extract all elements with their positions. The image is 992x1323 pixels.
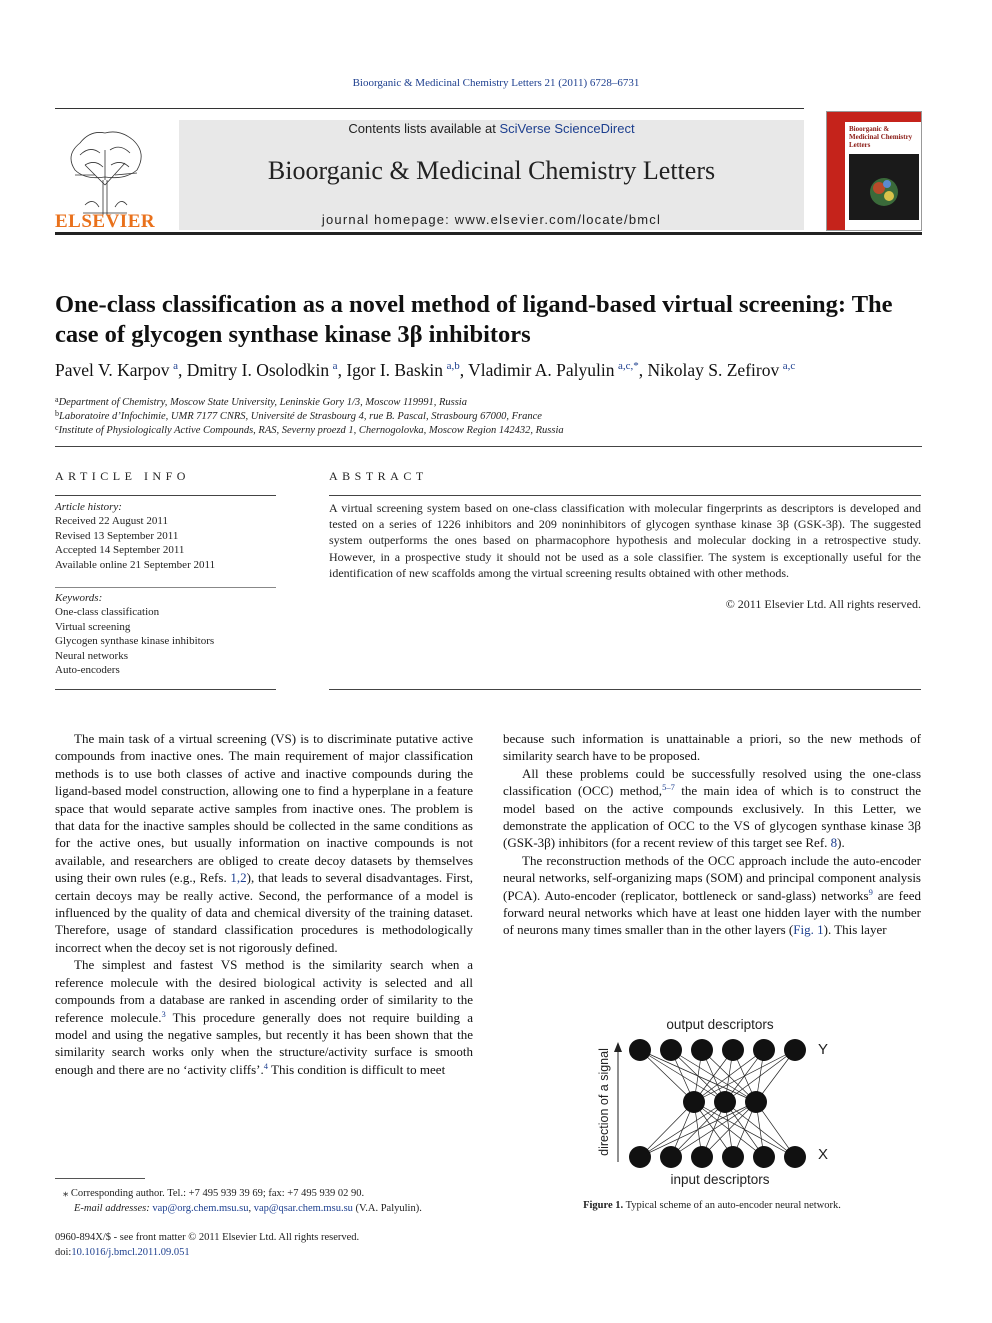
title-line-2: case of glycogen synthase kinase 3β inhibitors (55, 321, 531, 348)
abstract-copyright: © 2011 Elsevier Ltd. All rights reserved. (725, 597, 921, 611)
input-neuron (691, 1146, 713, 1168)
autoencoder-figure (590, 1012, 850, 1192)
journal-cover-image (826, 111, 922, 231)
output-neuron (660, 1039, 682, 1061)
author-name: Nikolay S. Zefirov (647, 360, 780, 380)
ref-link[interactable]: 1,2 (230, 870, 247, 886)
abstract-bottom-rule (329, 689, 921, 690)
email-link[interactable]: vap@qsar.chem.msu.su (253, 1203, 353, 1214)
author-affiliation-mark[interactable]: a (332, 360, 338, 372)
paragraph-text: ). (837, 835, 845, 851)
elsevier-wordmark: ELSEVIER (55, 211, 156, 232)
doi-link[interactable]: 10.1016/j.bmcl.2011.09.051 (71, 1246, 190, 1258)
paragraph-text: because such information is unattainable a priori, so the new methods of similarity search have to be proposed. (503, 731, 921, 764)
signal-direction-arrowhead (614, 1042, 622, 1052)
history-received: Received 22 August 2011 (55, 515, 168, 528)
input-x-label: X (818, 1146, 829, 1163)
abstract-text: A virtual screening system based on one-class classification with molecular fingerprints as descriptors is developed and tested on a series of 1226 inhibitors and 209 noninhibitors of glycogen synthase kinase 3β (GSK-3β). The suggested system outperforms the ones based on pharmacophore hypothesis and molecular docking in a retrospective study. However, in a prospective study it should not be used as a sole classifier. The system is exceptionally useful for the identification of new scaffolds among the virtual screening results obtained with other methods. (329, 501, 921, 580)
author-name: Vladimir A. Palyulin (468, 360, 615, 380)
ref-link[interactable]: 4 (263, 1060, 269, 1071)
network-connection (640, 1050, 725, 1102)
body-right-column (503, 730, 921, 939)
body-paragraph (503, 730, 921, 765)
input-neuron (629, 1146, 651, 1168)
input-neuron (784, 1146, 806, 1168)
input-descriptors-label: input descriptors (670, 1172, 770, 1187)
paragraph-text: ), that leads to several disadvantages. First, certain decoys may be really active. Second, the performance of a model is influenced by the quality of data and chemical diversity of the training dataset. Therefore, usage of standard classification procedures is methodologically incorrect when the decoy set is not rigorously defined. (55, 870, 473, 955)
history-revised: Revised 13 September 2011 (55, 529, 179, 542)
network-connection (640, 1102, 725, 1157)
input-neuron (722, 1146, 744, 1168)
paragraph-text: The main task of a virtual screening (VS) is to discriminate putative active compounds from inactive ones. The main requirement of major classification methods is to use both classes of active and inactive compounds during the ligand-based model construction, allowing one to find a hyperplane in a feature space that would separate active samples from inactive ones. The problem is that data for the inactive samples should be collected in the same conditions as for the active ones, but usually information on inactive compounds is not available, and researchers are obliged to create decoy datasets by themselves using their own rules (e.g., Refs. (55, 731, 473, 886)
journal-citation[interactable]: Bioorganic & Medicinal Chemistry Letters 21 (2011) 6728–6731 (352, 77, 640, 89)
output-y-label: Y (818, 1041, 829, 1058)
article-info-bottom-rule (55, 689, 276, 690)
keyword-item: Glycogen synthase kinase inhibitors (55, 635, 215, 648)
keyword-item: Neural networks (55, 649, 129, 662)
cover-molecule-graphic (849, 154, 919, 220)
affiliation-mark: b (55, 409, 59, 418)
output-neuron (722, 1039, 744, 1061)
author-affiliation-mark[interactable]: a,b (446, 360, 460, 372)
affiliation-mark: c (55, 423, 59, 432)
author-list: Pavel V. Karpov $^a$, Dmitry I. Osolodkin $^a$, Igor I. Baskin $^{a,b}$, Vladimir A. Palyulin $^{a,c,*}$, Nikolay S. Zefirov $^{a,c}$ (55, 360, 796, 380)
history-accepted: Accepted 14 September 2011 (55, 544, 185, 557)
keyword-item: Virtual screening (55, 620, 131, 633)
cover-side-band (827, 122, 845, 230)
paragraph-text: are feed forward neural networks which have at least one hidden layer with the number of neurons many times smaller than in the other layers ( (503, 887, 921, 938)
abstract-heading: ABSTRACT (329, 469, 428, 483)
body-left-column (55, 730, 473, 1078)
author-affiliation-mark[interactable]: a,c,* (617, 360, 639, 372)
output-neuron (784, 1039, 806, 1061)
article-title (55, 290, 925, 350)
output-neuron (691, 1039, 713, 1061)
footnotes (55, 1186, 475, 1216)
hidden-neuron (745, 1091, 767, 1113)
ref-link[interactable]: 9 (868, 886, 873, 897)
cover-title: Bioorganic & Medicinal Chemistry Letters (849, 125, 913, 149)
cover-top-band (827, 112, 921, 122)
ref-link[interactable]: 8 (830, 835, 838, 851)
email-link[interactable]: vap@org.chem.msu.su (152, 1203, 249, 1214)
figure-caption (503, 1200, 921, 1211)
article-info-heading: ARTICLE INFO (55, 469, 190, 483)
paragraph-text: This condition is difficult to meet (268, 1061, 446, 1077)
affiliation-a (55, 395, 925, 408)
sciencedirect-link[interactable]: SciVerse ScienceDirect (499, 121, 635, 136)
output-neuron (629, 1039, 651, 1061)
article-history (55, 500, 276, 572)
header-divider (55, 108, 804, 109)
author-affiliation-mark[interactable]: a,c (782, 360, 796, 372)
contents-prefix: Contents lists available at (348, 121, 500, 136)
abstract-rule (329, 495, 921, 496)
affiliation-b (55, 409, 925, 422)
input-neuron (660, 1146, 682, 1168)
output-descriptors-label: output descriptors (666, 1017, 774, 1032)
author-affiliation-mark[interactable]: a (173, 360, 178, 372)
affiliation-c (55, 423, 925, 436)
paragraph-text: The simplest and fastest VS method is the similarity search when a reference molecule with the desired biological activity is selected and all compounds from a database are ranked in ascending order of similarity to the reference molecule. (55, 957, 473, 1025)
email-separator: , (248, 1203, 254, 1214)
input-neuron (753, 1146, 775, 1168)
body-paragraph (55, 730, 473, 956)
paragraph-text: the main idea of which is to construct the model based on the active compounds exclusively. In this Letter, we demonstrate the application of OCC to the VS of glycogen synthase kinase 3β (GSK-3β) inhibitors (for a recent review of this target see Ref. (503, 783, 922, 851)
body-paragraph (503, 852, 921, 939)
header-bottom-rule (55, 232, 922, 235)
history-label: Article history: (55, 501, 122, 513)
footer-info (55, 1231, 475, 1260)
keywords-block (55, 591, 276, 677)
author-name: Pavel V. Karpov (55, 360, 170, 380)
hidden-neuron (683, 1091, 705, 1113)
paragraph-text: ). This layer (823, 922, 887, 938)
affiliations-rule (55, 446, 922, 447)
figure-link[interactable]: Fig. 1 (793, 922, 824, 938)
title-line-1: One-class classification as a novel method of ligand-based virtual screening: The (55, 291, 893, 318)
author-name: Dmitry I. Osolodkin (186, 360, 330, 380)
journal-homepage[interactable]: journal homepage: www.elsevier.com/locate/bmcl (321, 212, 662, 227)
affiliation-text: Institute of Physiologically Active Compounds, RAS, Severny proezd 1, Chernogolovka, Moscow Region 142432, Russia (58, 425, 564, 436)
body-paragraph (55, 956, 473, 1078)
figure-caption-text: Typical scheme of an auto-encoder neural network. (623, 1200, 841, 1211)
affiliation-mark: a (55, 395, 59, 404)
doi-line (55, 1246, 475, 1261)
journal-name: Bioorganic & Medicinal Chemistry Letters (267, 156, 716, 185)
email-label: E-mail addresses: (74, 1203, 153, 1214)
output-neuron (753, 1039, 775, 1061)
paragraph-text: All these problems could be successfully resolved using the one-class classification (OCC) method, (503, 765, 921, 799)
contents-line (179, 121, 804, 136)
author-name: Igor I. Baskin (346, 360, 444, 380)
keywords-rule (55, 587, 276, 588)
issn-line: 0960-894X/$ - see front matter © 2011 Elsevier Ltd. All rights reserved. (55, 1232, 360, 1243)
corresponding-author-note (55, 1186, 475, 1201)
affiliation-text: Department of Chemistry, Moscow State University, Leninskie Gory 1/3, Moscow 119991, Russia (58, 397, 467, 408)
corresponding-text: Corresponding author. Tel.: +7 495 939 39 69; fax: +7 495 939 02 90. (70, 1188, 365, 1199)
keyword-item: One-class classification (55, 606, 160, 619)
ref-link[interactable]: 5–7 (662, 782, 675, 793)
hidden-neuron (714, 1091, 736, 1113)
keywords-label: Keywords: (55, 592, 103, 604)
network-connection (671, 1050, 756, 1102)
email-note (55, 1201, 475, 1216)
keyword-item: Auto-encoders (55, 664, 120, 677)
figure-caption-label: Figure 1. (583, 1200, 624, 1211)
email-owner: (V.A. Palyulin). (352, 1203, 422, 1214)
paragraph-text: The reconstruction methods of the OCC approach include the auto-encoder neural networks, self-organizing maps (SOM) and principal component analysis (PCA). Auto-encoder (replicator, bottleneck or sand-glass) networks (503, 852, 921, 903)
footnote-rule (55, 1178, 145, 1179)
affiliation-text: Laboratoire d’Infochimie, UMR 7177 CNRS, Université de Strasbourg 4, rue B. Pascal, Strasbourg 67000, France (59, 411, 542, 422)
footnote-star: ⁎ (63, 1188, 69, 1199)
paragraph-text: This procedure generally does not require building a model and using the negative samples, but recently it has been shown that the similarity search works only when the structure/activity surface is smooth enough and there are no ‘activity cliffs’. (55, 1009, 473, 1077)
article-info-rule (55, 495, 276, 496)
history-online: Available online 21 September 2011 (55, 558, 216, 571)
doi-label: doi: (55, 1246, 72, 1258)
body-paragraph (503, 765, 921, 852)
cover-molecule-image (849, 154, 919, 220)
ref-link[interactable]: 3 (161, 1008, 166, 1019)
signal-direction-label: direction of a signal (597, 1048, 611, 1156)
network-connection (671, 1102, 756, 1157)
